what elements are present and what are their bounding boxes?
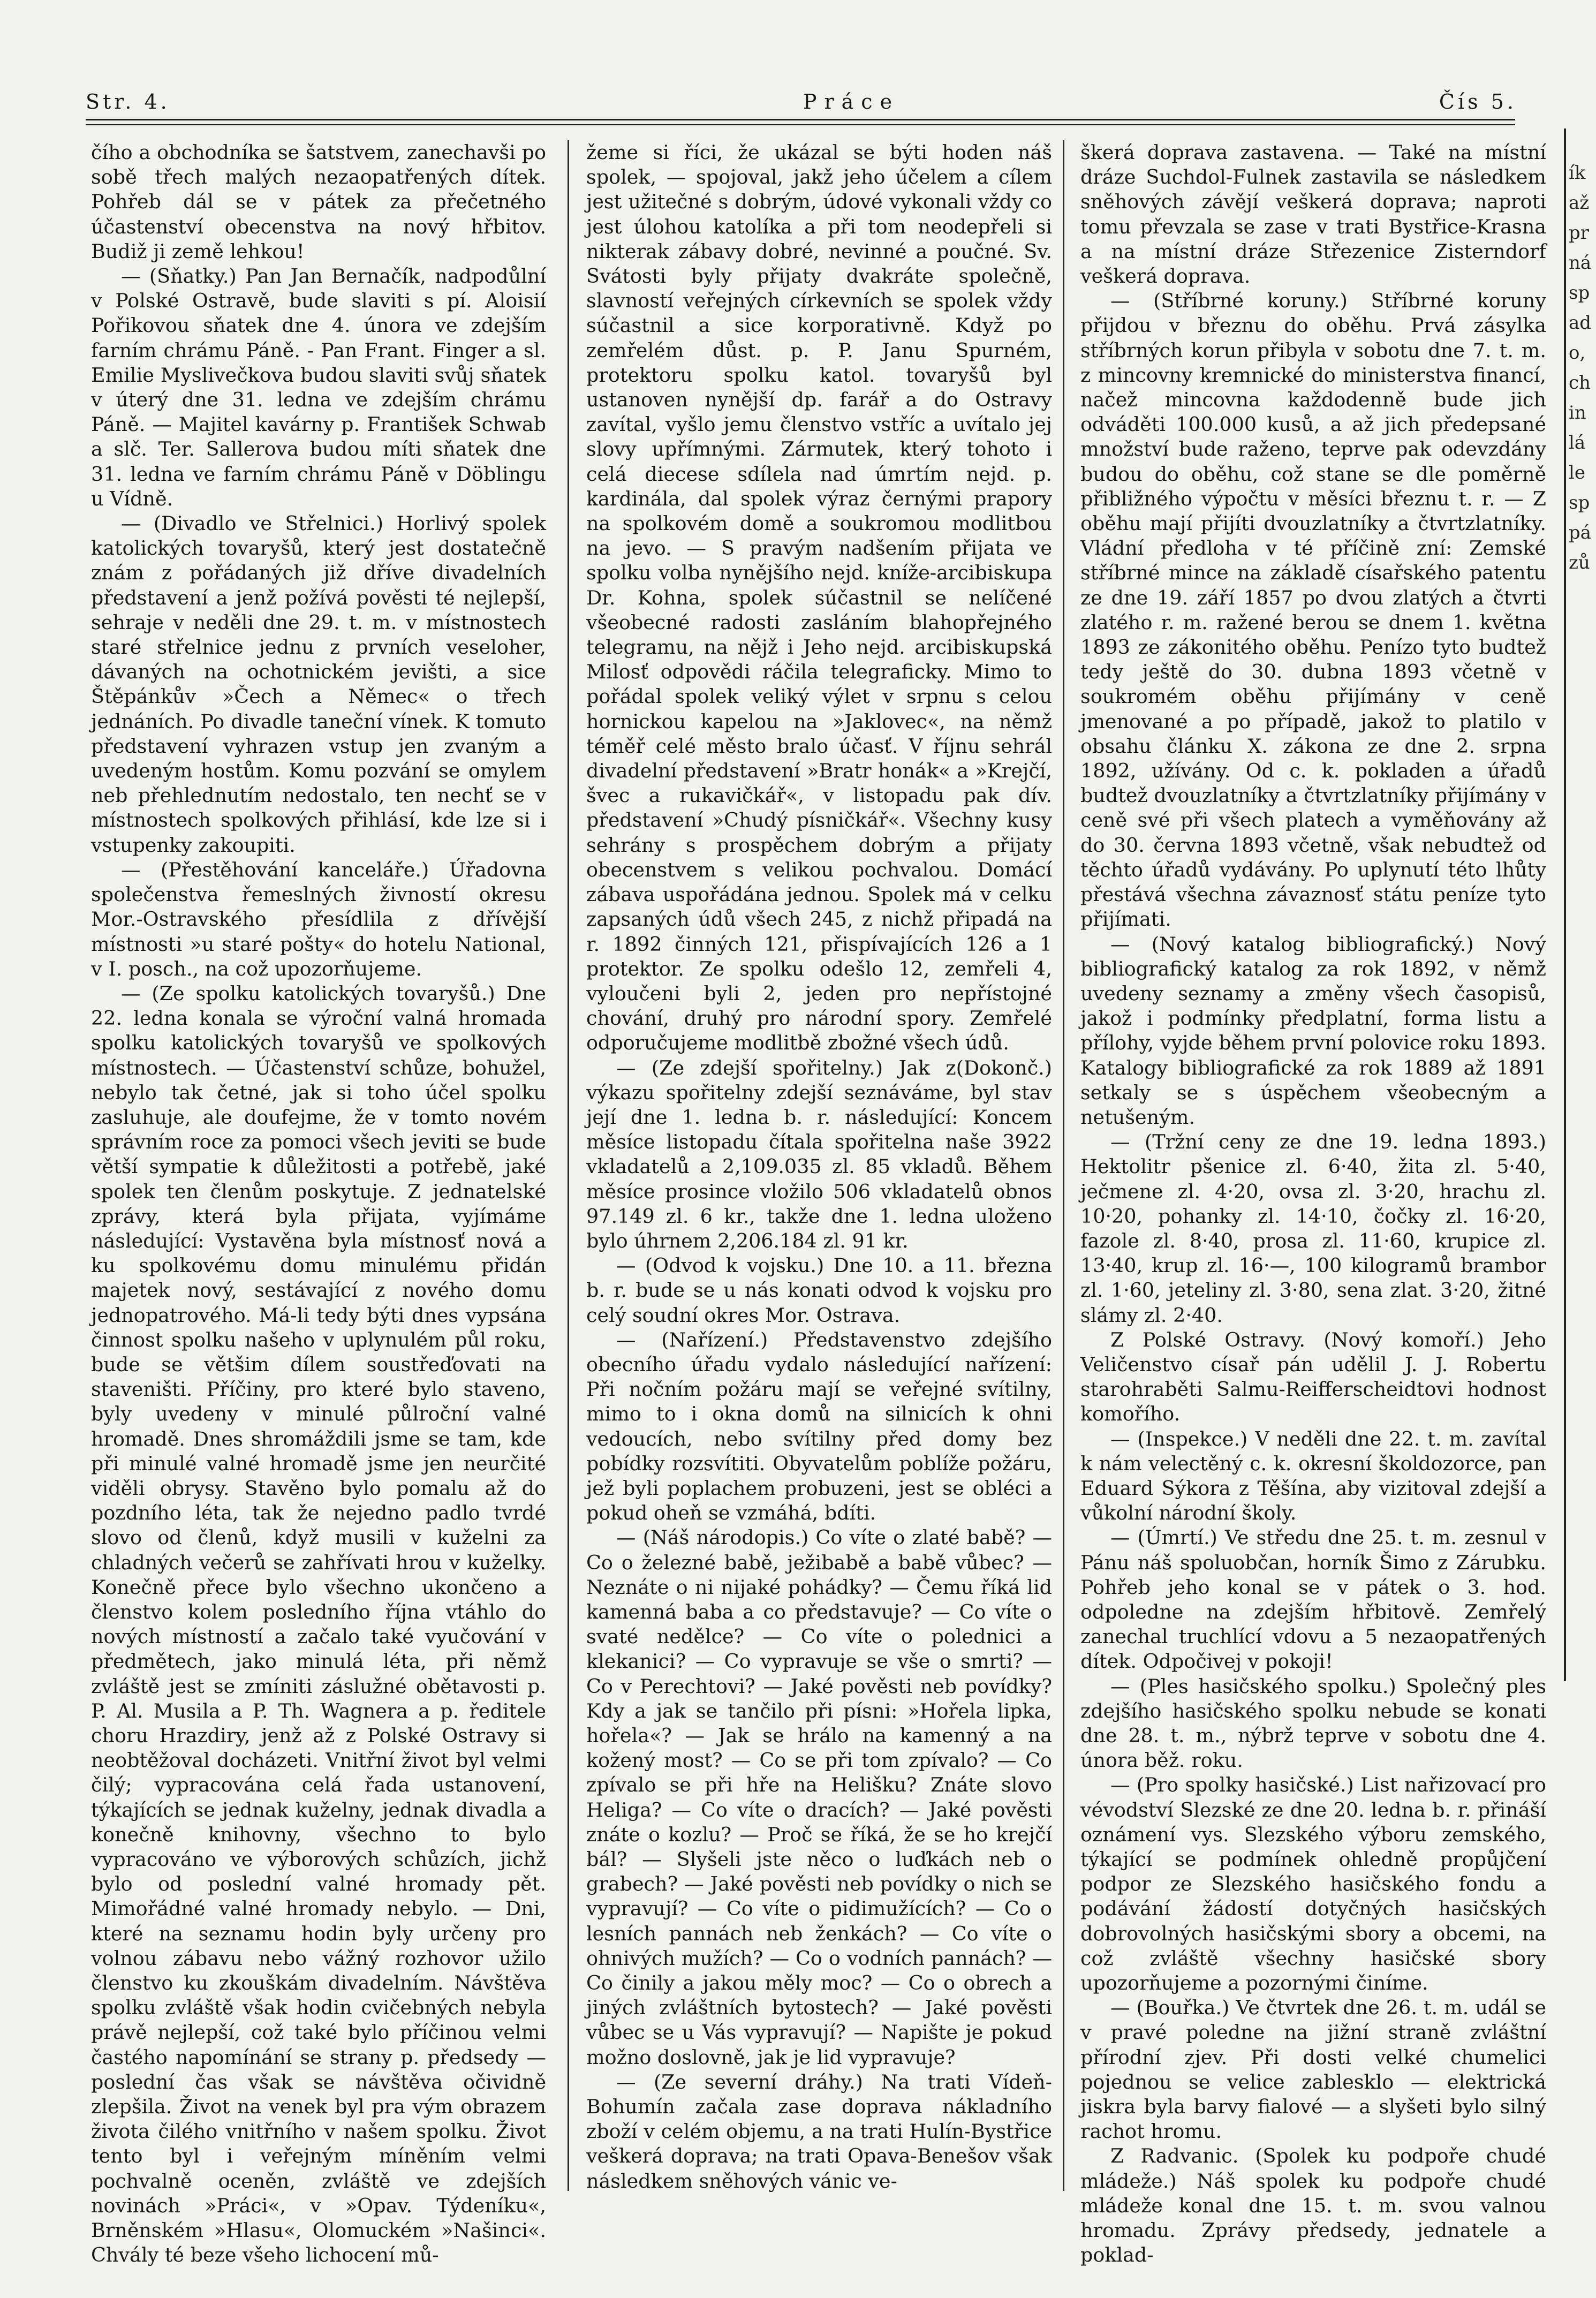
article-paragraph: Z Polské Ostravy. (Nový komoří.) Jeho Veličenstvo císař pán udělil J. J. Robertu starohraběti Salmu-Reifferscheidtovi hodnost komořího. (1080, 1328, 1546, 1426)
edge-fragment: pá (1569, 522, 1592, 543)
edge-fragment: ch (1569, 372, 1591, 394)
article-paragraph: — (Náš národopis.) Co víte o zlaté babě? — Co o železné babě, ježibabě a babě vůbec? — Neznáte o ni nijaké pohádky? — Čemu říká lid kamenná baba a co představuje? — Co víte o svaté nedělce? — Co víte o polednici a klekanici? — Co vypravuje se vše o smrti? — Co v Perechtovi? — Jaké pověsti neb povídky? Kdy a jak se tančilo při písni: »Hořela lipka, hořela«? — Jak se hrálo na kamenný a na kožený most? — Co se při tom zpívalo? — Co zpívalo se při hře na Helišku? Znáte slovo Heliga? — Co víte o dracích? — Jaké pověsti znáte o kozlu? — Proč se říká, že se ho krejčí bál? — Slyšeli jste něco o luďkách neb o grabech? — Jaké pověsti neb povídky o nich se vypravují? — Co víte o pidimužících? — Co o lesních pannách neb ženkách? — Co víte o ohnivých mužích? — Co o vodních pannách? — Co činily a jakou měly moc? — Co o obrech a jiných zvláštních bytostech? — Jaké pověsti vůbec se u Vás vypravují? — Napište je pokud možno doslovně, jak je lid vypravuje? (586, 1526, 1052, 2069)
article-paragraph: — (Nařízení.) Představenstvo zdejšího obecního úřadu vydalo následující nařízení: Při nočním požáru mají se veřejné svítilny, mimo to i okna domů na silnicích k ohni vedoucích, nebo svítilny před domy bez pobídky rozsvítiti. Obyvatelům poblíže požáru, jež byli poplachem probuzeni, jest se obléci a pokud oheň se vzmáhá, bdíti. (586, 1328, 1052, 1525)
article-paragraph: — (Stříbrné koruny.) Stříbrné koruny přijdou v březnu do oběhu. Prvá zásylka stříbrných korun přibyla v sobotu dne 7. t. m. z mincovny kremnické do ministerstva financí, načež mincovna každodenně bude jich odváděti 100.000 kusů, a až jich předepsané množství bude raženo, teprve pak odevzdány budou do oběhu, což stane se dle poměrně přibližného výpočtu v měsíci březnu t. r. — Z oběhu mají přijíti dvouzlatníky a čtvrtzlatníky. Vládní předloha v té příčině zní: Zemské stříbrné mince na základě císařského patentu ze dne 19. září 1857 po dvou zlatých a čtvrti zlatého r. m. ražené berou se dnem 1. května 1893 ze zákonitého oběhu. Penízo tyto budtež tedy ještě do 30. dubna 1893 včetně v soukromém oběhu přijímány v ceně jmenované a po případě, jakož to platilo v obsahu článku X. zákona ze dne 2. srpna 1892, užívány. Od c. k. pokladen a úřadů budtež dvouzlatníky a čtvrtzlatníky přijímány v ceně své při všech platech a vyměňovány až do 30. června 1893 včetně, však nebudtež od těchto úřadů vydávány. Po uplynutí této lhůty přestává všechna závaznosť státu peníze tyto přijímati. (1080, 289, 1546, 931)
page-number: Str. 4. (86, 90, 170, 114)
edge-fragment: le (1569, 462, 1585, 483)
edge-fragment: pr (1569, 222, 1590, 244)
article-paragraph: — (Sňatky.) Pan Jan Bernačík, nadpodůlní v Polské Ostravě, bude slaviti s pí. Aloisií Pořikovou sňatek dne 4. února ve zdejším farním chrámu Páně. - Pan Frant. Finger a sl. Emilie Myslivečkova budou slaviti svůj sňatek v úterý dne 31. ledna ve zdejším chrámu Páně. — Majitel kavárny p. František Schwab a slč. Ter. Sallerova budou míti sňatek dne 31. ledna ve farním chrámu Páně v Döblingu u Vídně. (91, 264, 546, 510)
article-paragraph: — (Inspekce.) V neděli dne 22. t. m. zavítal k nám velectěný c. k. okresní školdozorce, pan Eduard Sýkora z Těšína, aby vizitoval zdejší a vůkolní národní školy. (1080, 1427, 1546, 1525)
article-paragraph: — (Divadlo ve Střelnici.) Horlivý spolek katolických tovaryšů, který jest dostatečně znám z pořádaných již dříve divadelních představení a jenž požívá pověsti té nejlepší, sehraje v neděli dne 29. t. m. v místnostech staré střelnice jednu z prvních veseloher, dávaných na ochotnickém jevišti, a sice Štěpánkův »Čech a Němec« o třech jednáních. Po divadle taneční vínek. K tomuto představení vyhrazen vstup jen zvaným a uvedeným hostům. Komu pozvání se omylem neb přehlednutím nedostalo, ten nechť se v místnostech spolkových přihlásí, kde lze si i vstupenky zakoupiti. (91, 512, 546, 857)
edge-fragment: až (1569, 192, 1590, 214)
article-paragraph: — (Ples hasičského spolku.) Společný ples zdejšího hasičského spolku nebude se konati dne 28. t. m., nýbrž teprve v sobotu dne 4. února běž. roku. (1080, 1674, 1546, 1772)
column-1 (91, 140, 546, 2267)
column-3 (1080, 140, 1546, 2267)
edge-fragment: ík (1569, 162, 1586, 184)
article-paragraph: — (Tržní ceny ze dne 19. ledna 1893.) Hektolitr pšenice zl. 6·40, žita zl. 5·40, ječmene zl. 4·20, ovsa zl. 3·20, hrachu zl. 10·20, pohanky zl. 14·10, čočky zl. 16·20, fazole zl. 8·40, prosa zl. 11·60, krupice zl. 13·40, krup zl. 16·—, 100 kilogramů brambor zl. 1·60, jeteliny zl. 3·80, sena zlat. 3·20, žitné slámy zl. 2·40. (1080, 1130, 1546, 1327)
article-paragraph: — (Úmrtí.) Ve středu dne 25. t. m. zesnul v Pánu náš spoluobčan, horník Šimo z Zárubku. Pohřeb jeho konal se v pátek o 3. hod. odpoledne na zdejším hřbitově. Zemřelý zanechal truchlící vdovu a 5 nezaopatřených dítek. Odpočivej v pokoji! (1080, 1526, 1546, 1673)
column-divider-2 (1063, 140, 1064, 2191)
continued-marker: (Dokonč.) (956, 1056, 1052, 1079)
column-divider-1 (568, 140, 569, 2191)
article-paragraph: — (Pro spolky hasičské.) List nařizovací pro vévodství Slezské ze dne 20. ledna b. r. přináší oznámení vys. Slezského výboru zemského, týkající se podmínek ohledně propůjčení podpor ze Slezského hasičského fondu a podávání žádostí dotyčných hasičských dobrovolných hasičskými sbory a obcemi, na což zvláště všechny hasičské sbory upozorňujeme a pozornými činíme. (1080, 1773, 1546, 1995)
edge-fragment: zů (1569, 552, 1590, 573)
article-text: žeme si říci, že ukázal se býti hoden náš spolek, — spojoval, jakž jeho účelem a cílem jest užitečné s dobrým, údové vykonali vždy co jest úlohou katolíka a při tom neodepřeli si nikterak zábavy dobré, nevinné a poučné. Sv. Svátosti byly přijaty dvakráte společně, slavností veřejných církevních se spolek vždy súčastnil a sice korporativně. Když po zemřelém důst. p. P. Janu Spurném, protektoru spolku katol. tovaryšů byl ustanoven nynější dp. farář a do Ostravy zavítal, vyšlo jemu členstvo vstříc a uvítalo jej slovy upřímnými. Zármutek, který tohoto i celá diecese sdílela nad úmrtím nejd. p. kardinála, dal spolek výraz černými prapory na spolkovém domě a soukromou modlitbou na jevo. — S pravým nadšením přijata ve spolku volba nynějšího nejd. kníže-arcibiskupa Dr. Kohna, spolek súčastnil se nelíčené všeobecné radosti zasláním blahopřejného telegramu, na nějž i Jeho nejd. arcibiskupská Milosť odpovědi ráčila telegraficky. Mimo to pořádal spolek veliký výlet v srpnu s celou hornickou kapelou na »Jaklovec«, na němž téměř celé město bralo účasť. V říjnu sehrál divadelní představení »Bratr honák« a »Krejčí, švec a rukavičkář«, v listopadu pak dív. představení »Chudý písničkář«. Všechny kusy sehrány s prospěchem dobrým a přijaty obecenstvem s velikou pochvalou. Domácí zábava uspořádána jednou. Spolek má v celku zapsaných údů všech 245, z nichž připadá na r. 1892 činných 121, přispívajících 126 a 1 protektor. Ze spolku odešlo 12, zemřeli 4, vyloučeni byli 2, jeden pro nepřístojné chování, druhý pro národní spory. Zemřelé odporučujeme modlitbě zbožné všech údů. (586, 141, 1052, 1055)
article-paragraph: čího a obchodníka se šatstvem, zanechavši po sobě třech malých nezaopatřených dítek. Pohřeb dál se v pátek za přečetného účastenství obecenstva na nový hřbitov. Budiž ji země lehkou! (91, 141, 546, 263)
article-paragraph: — (Ze spolku katolických tovaryšů.) Dne 22. ledna konala se výroční valná hromada spolku katolických tovaryšů ve spolkových místnostech. — Účastenství schůze, bohužel, nebylo tak četné, jak si toho účel spolku zasluhuje, ale doufejme, že v tomto novém správním roce za pomoci všech jeviti se bude větší sympatie k důležitosti a potřebě, jaké spolek ten členům poskytuje. Z jednatelské zprávy, která byla přijata, vyjímáme následující: Vystavěna byla místnosť nová a ku spolkovému domu minulému přidán majetek nový, sestávající z nového domu jednopatrového. Má-li tedy býti dnes vypsána činnost spolku našeho v uplynulém půl roku, bude se většim dílem soustřeďovati na staveništi. Příčiny, pro které bylo staveno, byly uvedeny v minulé půlroční valné hromadě. Dnes shromáždili jsme se tam, kde při minulé valné hromadě jsme jen neurčité viděli obrysy. Stavěno bylo pomalu až do pozdního léta, tak že nejedno padlo tvrdé slovo od členů, když musili v kuželni za chladných večerů se zahřívati hrou v kuželky. Konečně přece bylo všechno ukončeno a členstvo kolem posledního října vtáhlo do nových místností a začalo také vyučování v předmětech, jako minulá léta, při němž zvláště jest se zmíniti záslužné obětavosti p. P. Al. Musila a P. Th. Wagnera a p. ředitele choru Hrazdiry, jenž až z Polské Ostravy si neobtěžoval docházeti. Vnitřní život byl velmi čilý; vypracována celá řada ustanovení, týkajících se jednak kuželny, jednak divadla a konečně knihovny, všechno to bylo vypracováno ve výborových schůzích, jichž bylo od poslední valné hromady pět. Mimořádné valné hromady nebylo. — Dni, které na seznamu hodin byly určeny pro volnou zábavu nebo vážný rozhovor užilo členstvo ku zkouškám divadelním. Návštěva spolku zvláště však hodin cvičebných nebyla právě nejlepší, což také bylo příčinou velmi častého napomínání se strany p. předsedy — poslední čas však se návštěva očividně zlepšila. Život na venek byl pra vým obrazem života čilého vnitřního v našem spolku. Život tento byl i veřejným míněním velmi pochvalně oceněn, zvláště ve zdejších novinách »Práci«, v »Opav. Týdeníku«, Brněnském »Hlasu«, Olomuckém »Našinci«. Chvály té beze všeho lichocení mů- (91, 981, 546, 2267)
article-paragraph: škerá doprava zastavena. — Také na místní dráze Suchdol-Fulnek zastavila se následkem sněhových závějí veškerá doprava; naproti tomu převzala se zase v trati Bystřice-Krasna a na místní dráze Střezenice Zisterndorf veškerá doprava. (1080, 141, 1546, 288)
adjacent-page-edge (1564, 128, 1566, 1681)
article-paragraph (586, 140, 1052, 1079)
edge-fragment: ná (1569, 252, 1592, 274)
edge-fragment: in (1569, 402, 1586, 424)
article-paragraph: — (Bouřka.) Ve čtvrtek dne 26. t. m. udál se v pravé poledne na jižní straně zvláštní přírodní zjev. Při dosti velké chumelici pojednou se velice zablesklo — elektrická jiskra byla barvy fialové — a slyšeti bylo silný rachot hromu. (1080, 1996, 1546, 2143)
article-paragraph: — (Ze severní dráhy.) Na trati Vídeň-Bohumín začala zase doprava nákladního zboží v celém objemu, a na trati Hulín-Bystřice veškerá doprava; na trati Opava-Benešov však následkem sněhových vánic ve- (586, 2070, 1052, 2193)
page-header (0, 90, 1596, 122)
article-paragraph: — (Přestěhování kanceláře.) Úřadovna společenstva řemeslných živností okresu Mor.-Ostravského přesídlila z dřívější místnosti »u staré pošty« do hotelu National, v I. posch., na což upozorňujeme. (91, 858, 546, 980)
article-paragraph: — (Nový katalog bibliografický.) Nový bibliografický katalog za rok 1892, v němž uvedeny seznamy a změny všech časopisů, jakož i podmínky předplatní, forma listu a přílohy, vyjde během první polovice roku 1893. Katalogy bibliografické za rok 1889 až 1891 setkaly se s úspěchem všeobecným a netušeným. (1080, 932, 1546, 1129)
edge-fragment: o, (1569, 342, 1586, 364)
edge-fragment: sp (1569, 492, 1590, 513)
edge-fragment: sp (1569, 282, 1590, 304)
article-paragraph: — (Ze zdejší spořitelny.) Jak z výkazu spořitelny zdejší seznáváme, byl stav její dne 1. ledna b. r. následující: Koncem měsíce listopadu čítala spořitelna naše 3922 vkladatelů a 2,109.035 zl. 85 vkladů. Během měsíce prosince vložilo 506 vkladatelů obnos 97.149 zl. 6 kr., takže dne 1. ledna uloženo bylo úhrnem 2,206.184 zl. 91 kr. (586, 1056, 1052, 1252)
article-paragraph: — (Odvod k vojsku.) Dne 10. a 11. března b. r. bude se u nás konati odvod k vojsku pro celý soudní okres Mor. Ostrava. (586, 1254, 1052, 1327)
column-2 (586, 140, 1052, 2207)
newspaper-title: Práce (803, 90, 900, 114)
article-paragraph: Z Radvanic. (Spolek ku podpoře chudé mládeže.) Náš spolek ku podpoře chudé mládeže konal dne 15. t. m. svou valnou hromadu. Zprávy předsedy, jednatele a poklad- (1080, 2144, 1546, 2267)
header-rule-bottom (86, 124, 1515, 125)
edge-fragment: ad (1569, 312, 1592, 334)
header-rule-top (86, 119, 1515, 120)
issue-number: Čís 5. (1439, 90, 1517, 114)
edge-fragment: lá (1569, 432, 1586, 453)
